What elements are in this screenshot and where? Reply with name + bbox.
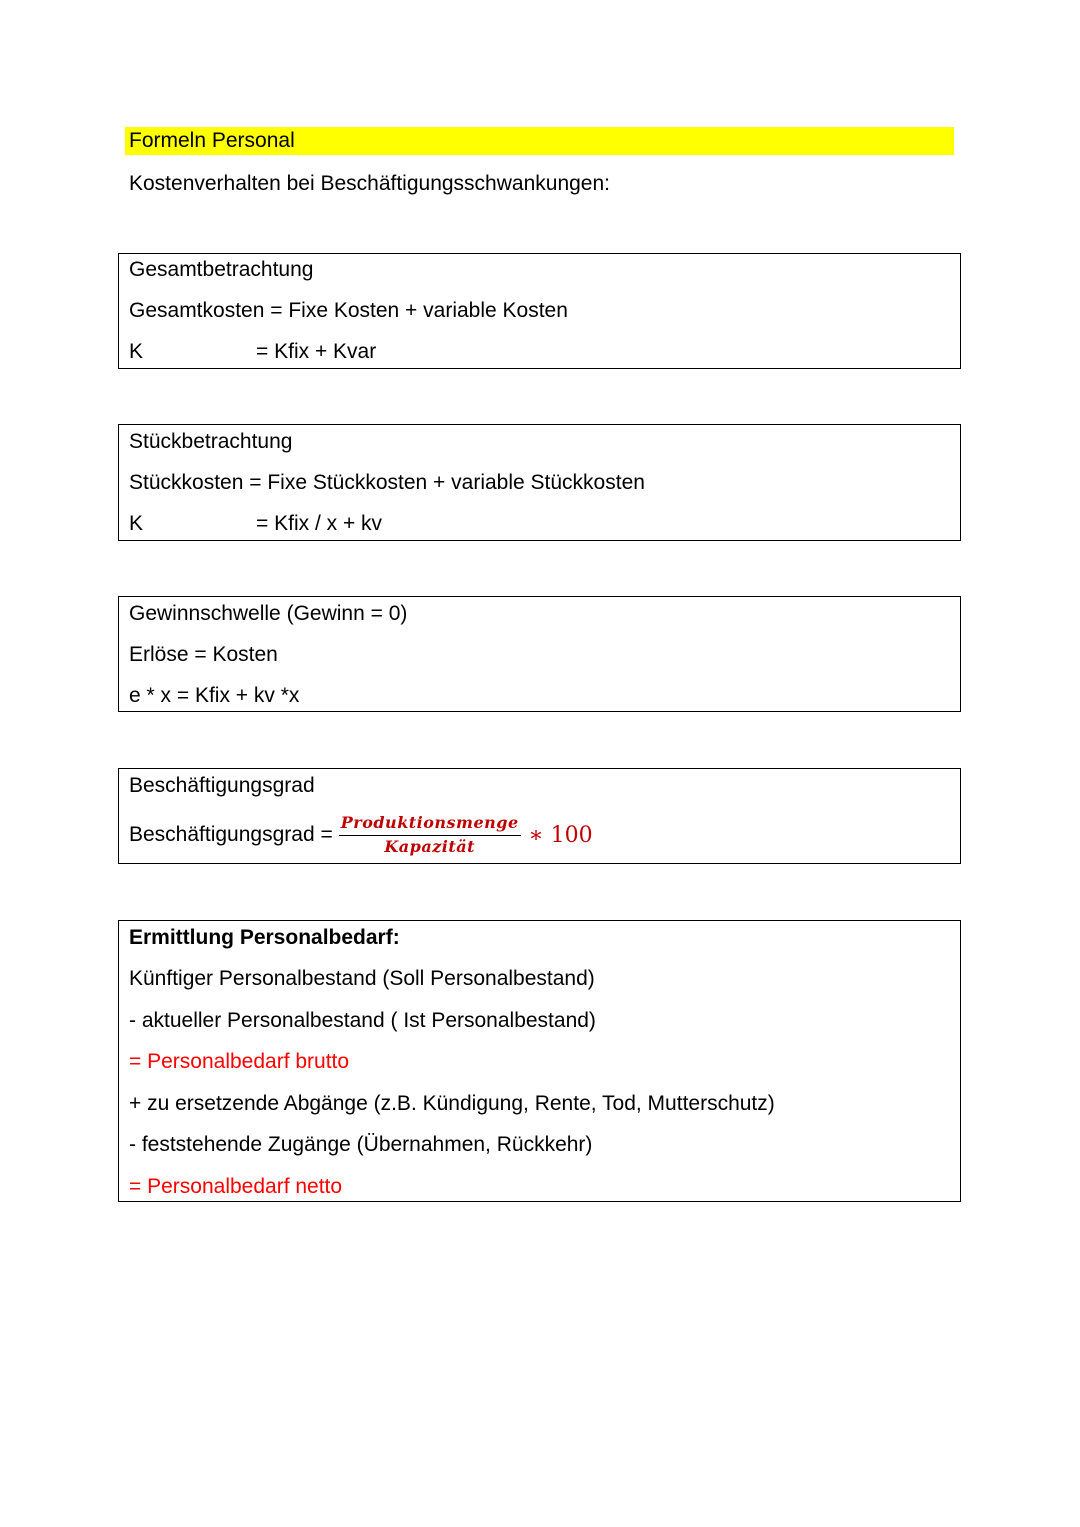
calc-line: Künftiger Personalbestand (Soll Personalbestand)	[129, 967, 595, 990]
box-heading: Gesamtbetrachtung	[129, 258, 314, 281]
formula-text: Erlöse = Kosten	[129, 643, 278, 666]
box-heading: Ermittlung Personalbedarf:	[129, 926, 400, 949]
formula-text: Stückkosten = Fixe Stückkosten + variable Stückkosten	[129, 471, 645, 494]
box-heading: Gewinnschwelle (Gewinn = 0)	[129, 602, 408, 625]
formula-label: Beschäftigungsgrad =	[129, 823, 333, 846]
formula-expression: = Kfix / x + kv	[256, 512, 383, 535]
box-gewinnschwelle	[118, 596, 961, 712]
fraction	[339, 814, 521, 856]
box-stueckbetrachtung	[118, 424, 961, 541]
formula-expression: = Kfix + Kvar	[256, 340, 377, 363]
calc-line: - aktueller Personalbestand ( Ist Personalbestand)	[129, 1009, 596, 1032]
box-personalbedarf	[118, 920, 961, 1202]
calc-line: - feststehende Zugänge (Übernahmen, Rückkehr)	[129, 1133, 593, 1156]
box-beschaeftigungsgrad	[118, 768, 961, 864]
calc-result-netto: = Personalbedarf netto	[129, 1175, 343, 1198]
calc-result-brutto: = Personalbedarf brutto	[129, 1050, 350, 1073]
calc-line: + zu ersetzende Abgänge (z.B. Kündigung, Rente, Tod, Mutterschutz)	[129, 1092, 775, 1115]
fraction-multiplier: ∗ 100	[528, 822, 593, 848]
formula-expression: e * x = Kfix + kv *x	[129, 684, 300, 707]
fraction-numerator: Produktionsmenge	[339, 814, 521, 836]
page-subtitle: Kostenverhalten bei Beschäftigungsschwankungen:	[129, 172, 610, 195]
box-heading: Stückbetrachtung	[129, 430, 293, 453]
formula-beschaeftigungsgrad	[129, 811, 593, 859]
page-title: Formeln Personal	[129, 129, 295, 152]
fraction-denominator: Kapazität	[384, 837, 476, 856]
box-gesamtbetrachtung	[118, 253, 961, 369]
formula-text: Gesamtkosten = Fixe Kosten + variable Kosten	[129, 299, 568, 322]
box-heading: Beschäftigungsgrad	[129, 774, 315, 797]
formula-symbol: K	[129, 512, 144, 535]
formula-symbol: K	[129, 340, 144, 363]
